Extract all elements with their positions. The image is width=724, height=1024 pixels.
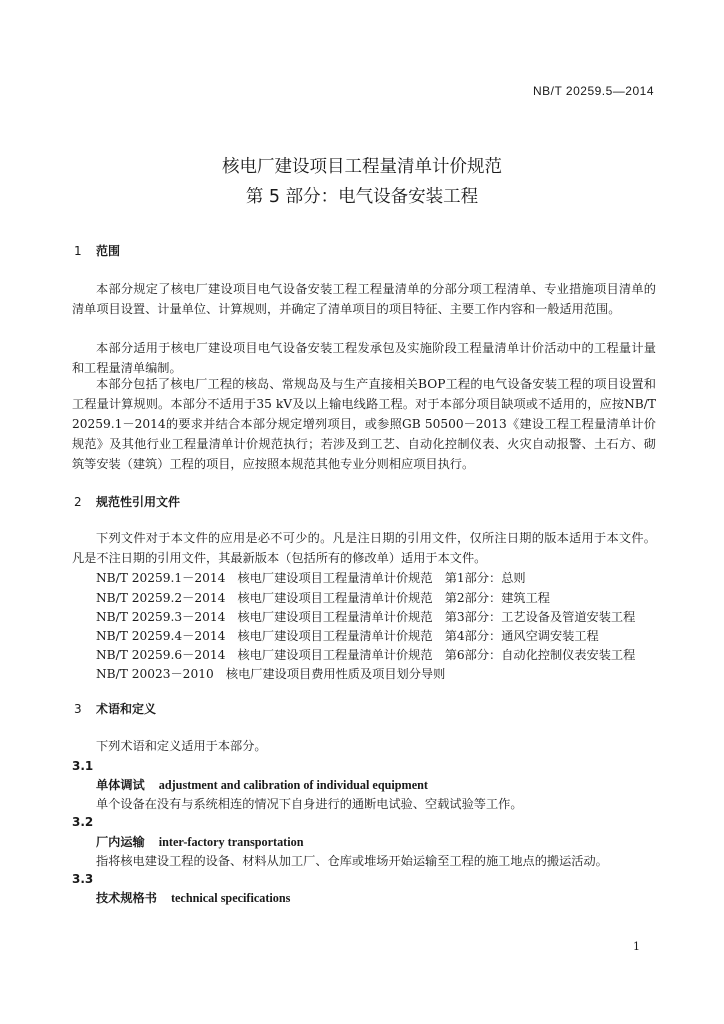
reference-item: NB/T 20259.3－2014 核电厂建设项目工程量清单计价规范 第3部分：工艺设备及管道安装工程 xyxy=(96,610,636,624)
paragraph: 下列文件对于本文件的应用是必不可少的。凡是注日期的引用文件，仅所注日期的版本适用于本文件。凡是不注日期的引用文件，其最新版本（包括所有的修改单）适用于本文件。 xyxy=(72,531,656,565)
reference-item: NB/T 20259.1－2014 核电厂建设项目工程量清单计价规范 第1部分：总则 xyxy=(96,571,526,585)
section-1-heading xyxy=(74,242,120,259)
paragraph: 本部分规定了核电厂建设项目电气设备安装工程工程量清单的分部分项工程清单、专业措施项目清单的清单项目设置、计量单位、计算规则，并确定了清单项目的项目特征、主要工作内容和一般适用范围。 xyxy=(72,282,656,316)
term-definition: 指将核电建设工程的设备、材料从加工厂、仓库或堆场开始运输至工程的施工地点的搬运活动。 xyxy=(96,854,608,868)
term-en: technical specifications xyxy=(170,891,291,905)
term-en: inter-factory transportation xyxy=(158,835,304,849)
section-title: 术语和定义 xyxy=(96,702,157,716)
term-zh: 技术规格书 xyxy=(96,891,157,905)
section-number: 3 xyxy=(74,702,82,716)
term-zh: 单体调试 xyxy=(96,778,145,792)
clause-number: 3.2 xyxy=(72,815,94,829)
section-number: 1 xyxy=(74,244,82,258)
term-zh: 厂内运输 xyxy=(96,835,145,849)
clause-number: 3.3 xyxy=(72,872,94,886)
term xyxy=(96,776,428,793)
paragraph: 下列术语和定义适用于本部分。 xyxy=(96,739,267,753)
section-title: 范围 xyxy=(96,244,121,258)
reference-item: NB/T 20023－2010 核电厂建设项目费用性质及项目划分导则 xyxy=(96,667,446,681)
term xyxy=(96,889,290,906)
page-number: 1 xyxy=(633,940,640,953)
section-2-heading xyxy=(74,493,180,510)
term xyxy=(96,833,304,850)
section-3-heading xyxy=(74,700,156,717)
term-en: adjustment and calibration of individual equipment xyxy=(158,778,428,792)
section-title: 规范性引用文件 xyxy=(96,495,181,509)
paragraph: 本部分包括了核电厂工程的核岛、常规岛及与生产直接相关BOP工程的电气设备安装工程的项目设置和工程量计算规则。本部分不适用于35 kV及以上输电线路工程。对于本部分项目缺项或不适用的，应按NB/T 20259.1－2014的要求并结合本部分规定增列项目，或参照GB 50500－2013《建设工程工程量清单计价规范》及其他行业工程量清单计价规范执行；若涉及到工艺、自动化控制仪表、火灾自动报警、土石方、砌筑等安装（建筑）工程的项目，应按照本规范其他专业分则相应项目执行。 xyxy=(72,377,656,471)
document-subtitle: 第 5 部分：电气设备安装工程 xyxy=(245,187,479,207)
reference-item: NB/T 20259.4－2014 核电厂建设项目工程量清单计价规范 第4部分：通风空调安装工程 xyxy=(96,629,599,643)
section-number: 2 xyxy=(74,495,82,509)
paragraph: 本部分适用于核电厂建设项目电气设备安装工程发承包及实施阶段工程量清单计价活动中的工程量计量和工程量清单编制。 xyxy=(72,341,656,375)
clause-number: 3.1 xyxy=(72,759,94,773)
reference-item: NB/T 20259.2－2014 核电厂建设项目工程量清单计价规范 第2部分：建筑工程 xyxy=(96,591,550,605)
term-definition: 单个设备在没有与系统相连的情况下自身进行的通断电试验、空载试验等工作。 xyxy=(96,797,523,811)
standard-number: NB/T 20259.5—2014 xyxy=(532,84,654,98)
document-title: 核电厂建设项目工程量清单计价规范 xyxy=(222,157,502,177)
reference-item: NB/T 20259.6－2014 核电厂建设项目工程量清单计价规范 第6部分：自动化控制仪表安装工程 xyxy=(96,648,636,662)
